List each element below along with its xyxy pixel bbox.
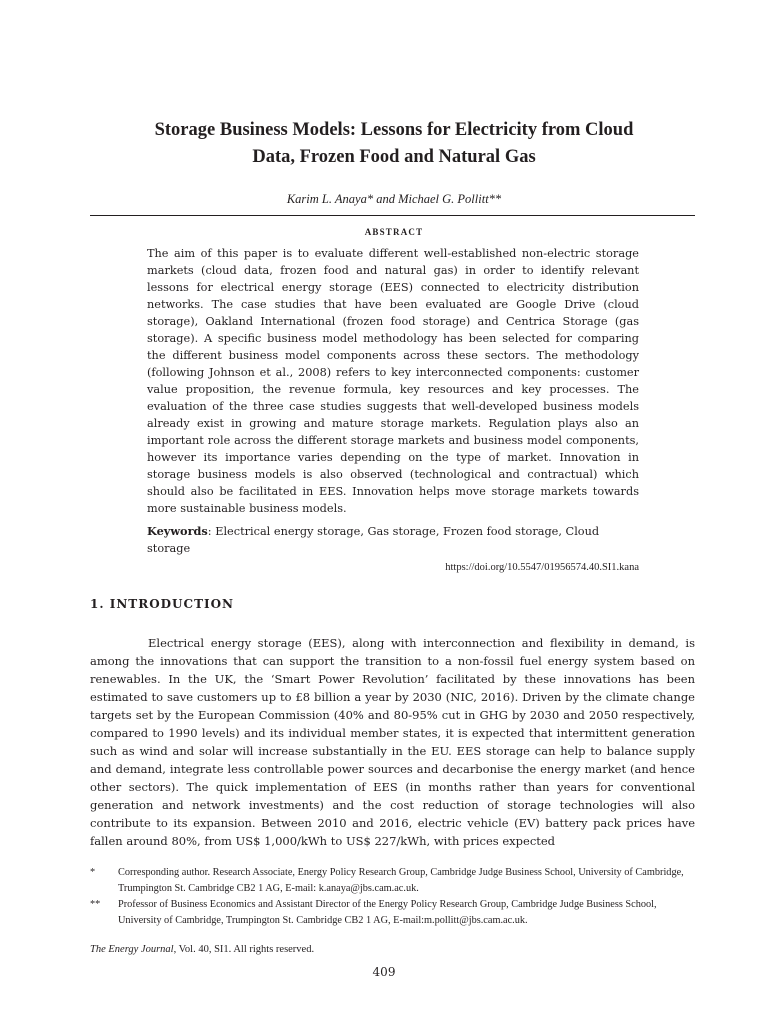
footnote: [90, 865, 695, 896]
abstract-text: The aim of this paper is to evaluate different well-established non-electric storage markets (cloud data, frozen food and natural gas) in order to identify relevant lessons for electrical energy storage (EES) connected to electricity distribution networks. The case studies that have been evaluated are Google Drive (cloud storage), Oakland International (frozen food storage) and Centrica Storage (gas storage). A specific business model methodology has been selected for comparing the different business model components across these sectors. The methodology (following Johnson et al., 2008) refers to key interconnected components: customer value proposition, the revenue formula, key resources and key processes. The evaluation of the three case studies suggests that well-developed business models already exist in growing and mature storage markets. Regulation plays also an important role across the different storage markets and business model components, however its importance varies depending on the type of market. Innovation in storage business models is also observed (technological and contractual) which should also be facilitated in EES. Innovation helps move storage markets towards more sustainable business models.: [147, 247, 639, 515]
footnote-mark: **: [90, 899, 101, 910]
keywords-label: Keywords: [147, 524, 208, 538]
section-heading: 1. INTRODUCTION: [90, 597, 235, 611]
abstract-heading: ABSTRACT: [364, 227, 424, 237]
doi-link[interactable]: https://doi.org/10.5547/01956574.40.SI1.kana: [445, 562, 639, 573]
keywords: [147, 523, 639, 557]
divider: [90, 215, 695, 216]
page-number: 409: [372, 965, 396, 979]
keywords-list: : Electrical energy storage, Gas storage, Frozen food storage, Cloud storage: [147, 525, 600, 555]
title-line-2: Data, Frozen Food and Natural Gas: [252, 147, 536, 167]
footnotes: [90, 865, 695, 929]
intro-paragraph: Electrical energy storage (EES), along with interconnection and flexibility in demand, is among the innovations that can support the transition to a non-fossil fuel energy system based on renewables. In the UK, the ‘Smart Power Revolution’ facilitated by these innovations has been estimated to save customers up to £8 billion a year by 2030 (NIC, 2016). Driven by the climate change targets set by the European Commission (40% and 80-95% cut in GHG by 2030 and 2050 respectively, compared to 1990 levels) and its individual member states, it is expected that intermittent generation such as wind and solar will increase substantially in the EU. EES storage can help to balance supply and demand, integrate less controllable power sources and decarbonise the energy market (and hence other sectors). The quick implementation of EES (in months rather than years for conventional generation and network investments) and the cost reduction of storage technologies will also contribute to its expansion. Between 2010 and 2016, electric vehicle (EV) battery pack prices have fallen around 80%, from US$ 1,000/kWh to US$ 227/kWh, with prices expected: [90, 636, 695, 848]
journal-name: The Energy Journal: [90, 944, 174, 955]
footnote: [90, 897, 695, 928]
footnote-text: Professor of Business Economics and Assistant Director of the Energy Policy Research Group, Cambridge Judge Business School, University of Cambridge, Trumpington St. Cambridge CB2 1 AG, E-mail:m.pollitt@jbs.cam.ac.uk.: [118, 899, 657, 926]
journal-details: , Vol. 40, SI1. All rights reserved.: [173, 944, 315, 955]
authors: Karim L. Anaya* and Michael G. Pollitt**: [286, 192, 502, 206]
journal-citation: [90, 944, 314, 955]
footnote-text: Corresponding author. Research Associate, Energy Policy Research Group, Cambridge Judge Business School, University of Cambridge, Trumpington St. Cambridge CB2 1 AG, E-mail: k.anaya@jbs.cam.ac.uk.: [118, 867, 684, 894]
paper-title: [90, 117, 698, 171]
footnote-mark: *: [90, 867, 96, 878]
title-line-1: Storage Business Models: Lessons for Electricity from Cloud: [154, 120, 634, 140]
